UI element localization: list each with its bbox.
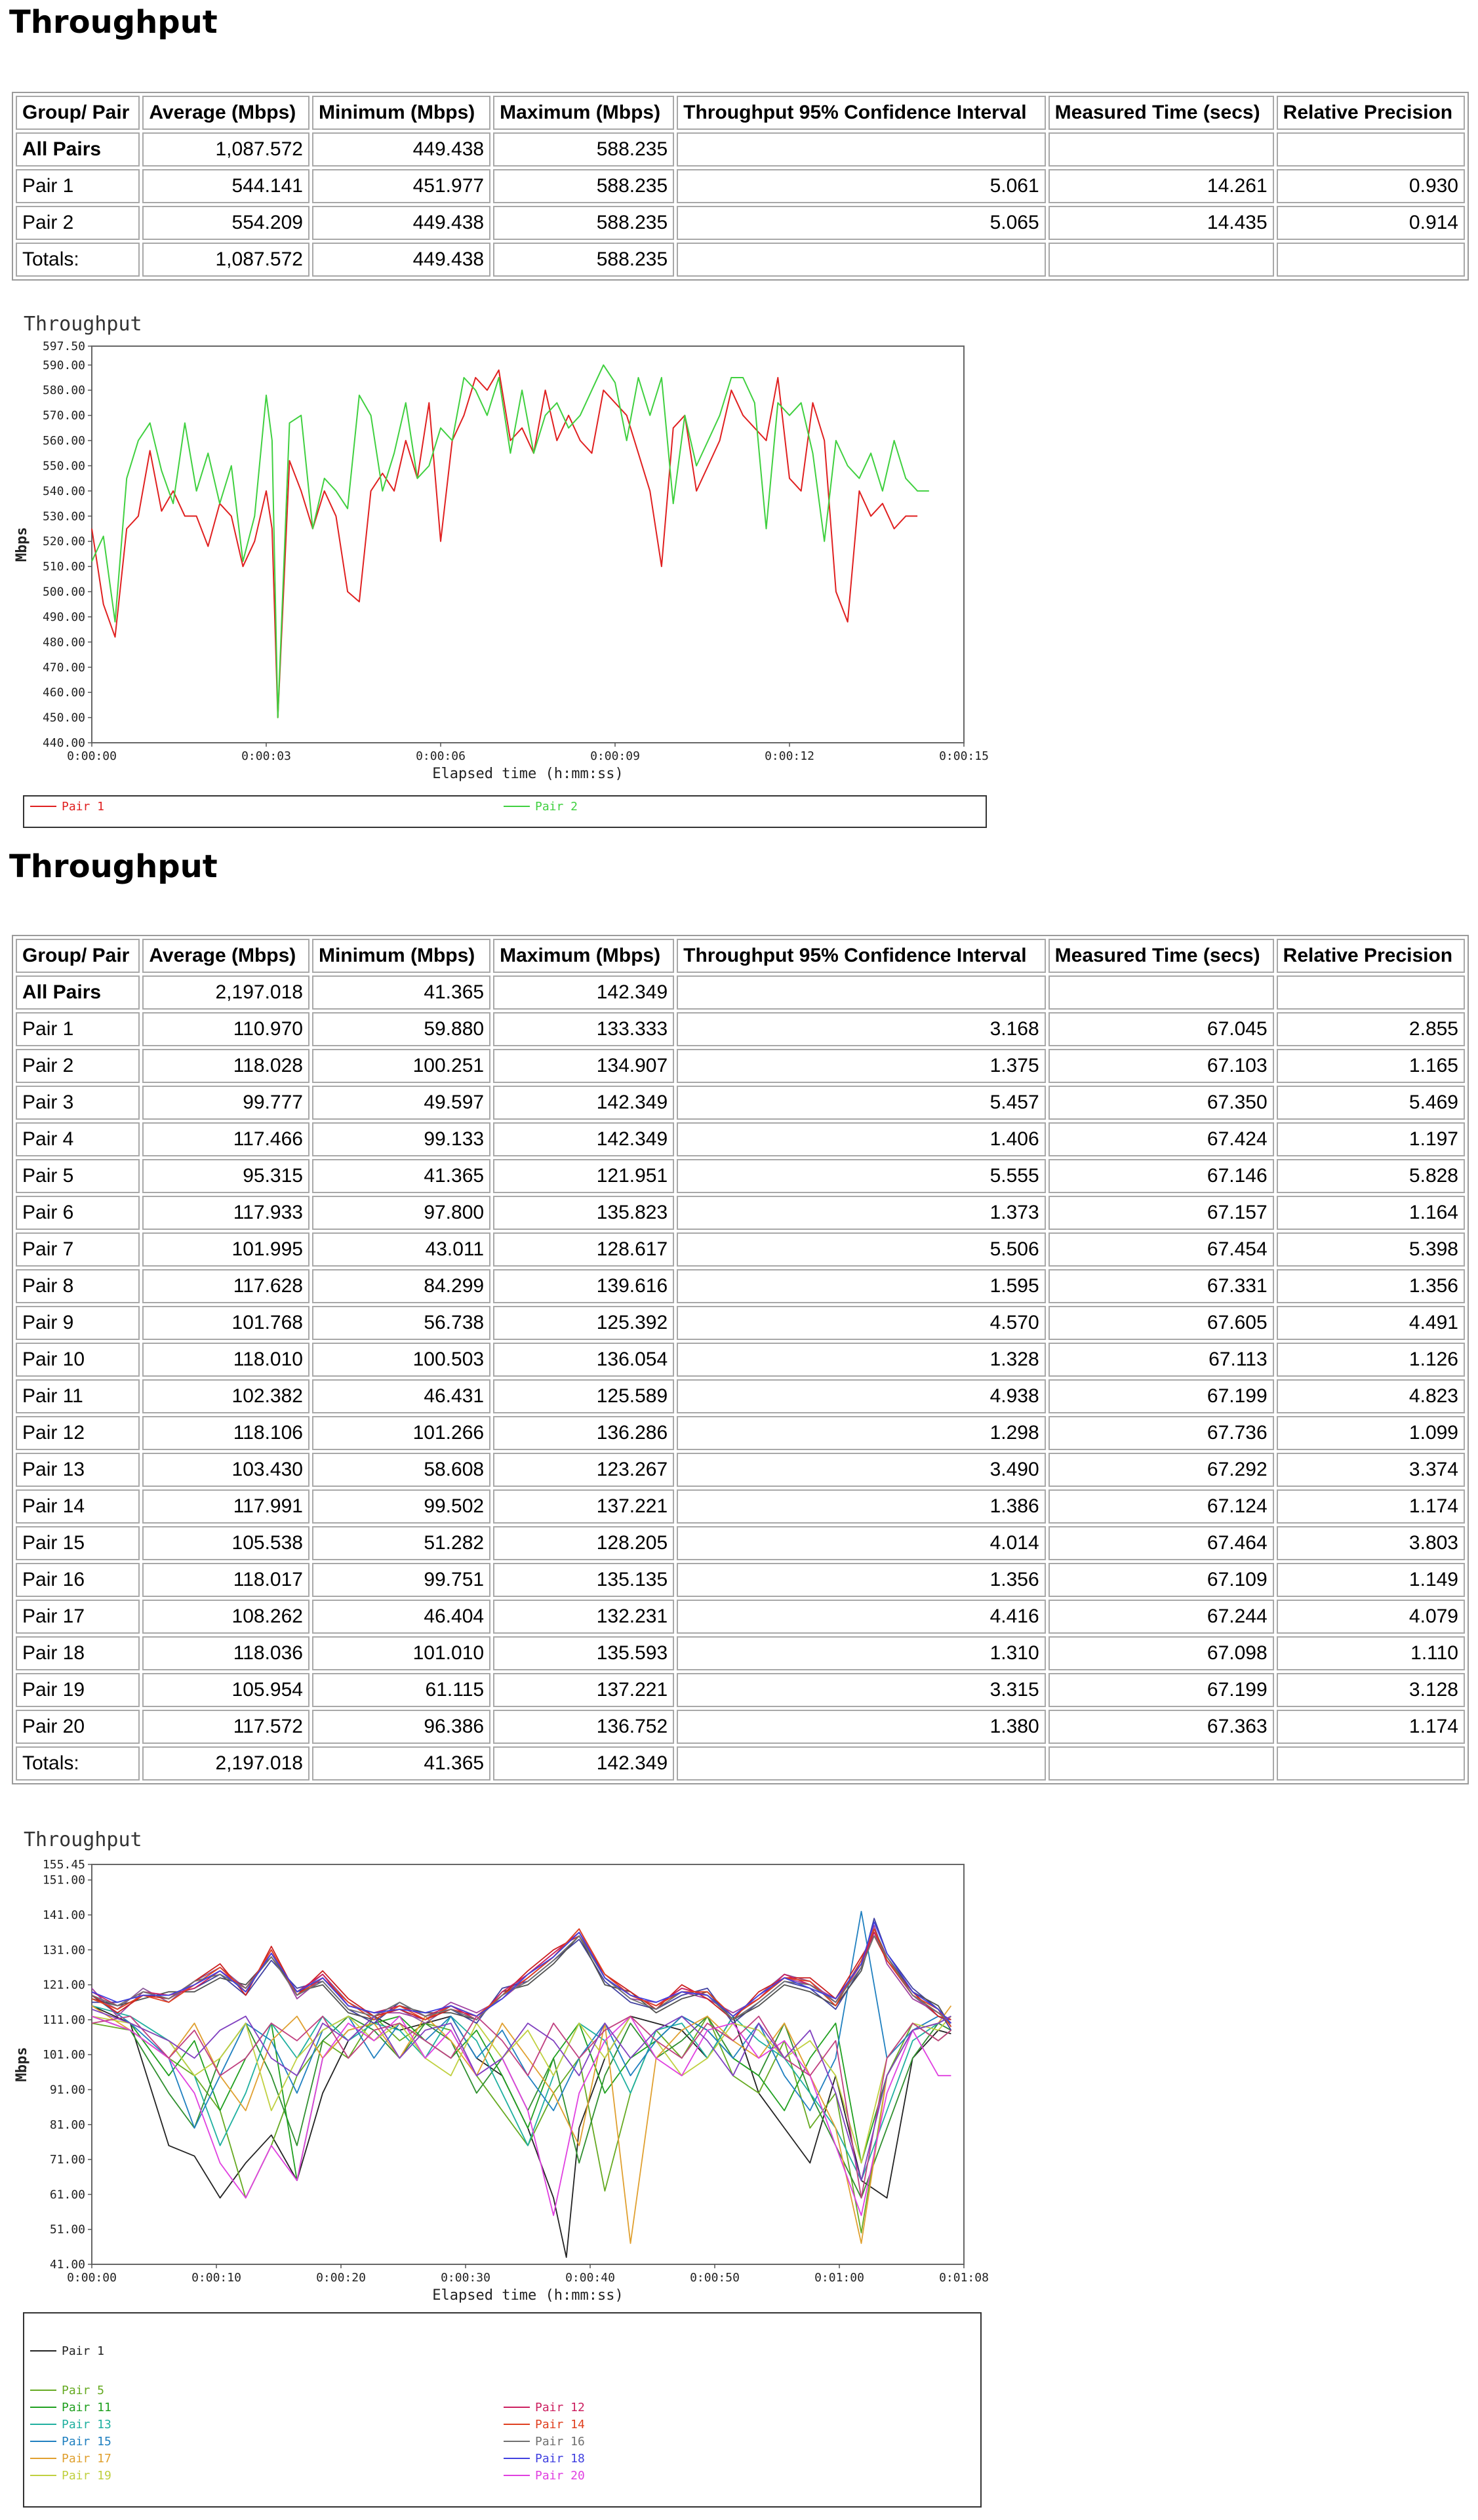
table-cell: 41.365: [312, 1746, 490, 1781]
table-cell: 105.538: [142, 1526, 310, 1560]
column-header: Average (Mbps): [142, 939, 310, 973]
legend-item: Pair 19: [62, 2469, 111, 2483]
table-cell: [1277, 975, 1465, 1010]
table-cell: 1.380: [677, 1710, 1045, 1744]
table-cell: 1.356: [677, 1563, 1045, 1597]
table-cell: 1.298: [677, 1416, 1045, 1450]
y-tick-label: 61.00: [49, 2188, 85, 2202]
y-tick-label: 460.00: [42, 686, 85, 700]
table-cell: 4.938: [677, 1379, 1045, 1413]
table-cell: 58.608: [312, 1453, 490, 1487]
row-label: Totals:: [16, 1746, 140, 1781]
table-row: [16, 1122, 1465, 1156]
table-row: [16, 1306, 1465, 1340]
row-label: Pair 9: [16, 1306, 140, 1340]
table-cell: 67.098: [1049, 1636, 1274, 1670]
table-cell: 1.328: [677, 1343, 1045, 1377]
y-tick-label: 550.00: [42, 459, 85, 473]
table-cell: 1.099: [1277, 1416, 1465, 1450]
table-cell: 67.157: [1049, 1196, 1274, 1230]
table-cell: 4.416: [677, 1600, 1045, 1634]
table-cell: 67.199: [1049, 1379, 1274, 1413]
column-header: Maximum (Mbps): [493, 939, 674, 973]
table-cell: 135.593: [493, 1636, 674, 1670]
section-title: Throughput: [9, 4, 218, 41]
legend-item: Pair 1: [62, 800, 105, 814]
table-row: [16, 1526, 1465, 1560]
table-cell: 5.555: [677, 1159, 1045, 1193]
table-row: [16, 1416, 1465, 1450]
table-cell: 67.109: [1049, 1563, 1274, 1597]
row-label: Pair 7: [16, 1232, 140, 1267]
table-row: [16, 1636, 1465, 1670]
table-cell: 61.115: [312, 1673, 490, 1707]
legend-item: Pair 18: [535, 2452, 585, 2466]
row-label: Pair 4: [16, 1122, 140, 1156]
x-tick-label: 0:00:12: [765, 749, 814, 763]
y-tick-label: 151.00: [42, 1873, 85, 1887]
table-cell: 96.386: [312, 1710, 490, 1744]
y-tick-label: 155.45: [42, 1858, 85, 1872]
row-label: Pair 13: [16, 1453, 140, 1487]
table-cell: [1277, 243, 1465, 277]
table-cell: 1.165: [1277, 1049, 1465, 1083]
y-tick-label: 440.00: [42, 736, 85, 750]
plot-area: [92, 346, 964, 743]
legend-item: Pair 1: [62, 2344, 105, 2358]
row-label: Pair 19: [16, 1673, 140, 1707]
table-cell: 3.315: [677, 1673, 1045, 1707]
x-tick-label: 0:01:00: [814, 2271, 864, 2285]
table-cell: 1.174: [1277, 1489, 1465, 1524]
table-cell: 1.110: [1277, 1636, 1465, 1670]
row-label: Pair 1: [16, 1012, 140, 1046]
table-cell: 133.333: [493, 1012, 674, 1046]
table-row: [16, 1196, 1465, 1230]
table-cell: 56.738: [312, 1306, 490, 1340]
table-row: [16, 975, 1465, 1010]
table-cell: [677, 243, 1045, 277]
y-tick-label: 540.00: [42, 484, 85, 498]
y-tick-label: 81.00: [49, 2117, 85, 2132]
row-label: Totals:: [16, 243, 140, 277]
table-row: [16, 1343, 1465, 1377]
table-cell: 136.752: [493, 1710, 674, 1744]
table-cell: 118.106: [142, 1416, 310, 1450]
table-cell: 4.491: [1277, 1306, 1465, 1340]
x-tick-label: 0:00:00: [67, 749, 117, 763]
table-cell: 46.431: [312, 1379, 490, 1413]
table-cell: 99.502: [312, 1489, 490, 1524]
row-label: Pair 8: [16, 1269, 140, 1303]
table-row: [16, 206, 1465, 240]
table-cell: 1.386: [677, 1489, 1045, 1524]
y-tick-label: 450.00: [42, 711, 85, 725]
column-header: Group/ Pair: [16, 939, 140, 973]
table-cell: [1049, 243, 1274, 277]
column-header: Relative Precision: [1277, 96, 1465, 130]
y-tick-label: 111.00: [42, 2013, 85, 2027]
table-cell: 4.079: [1277, 1600, 1465, 1634]
table-cell: 142.349: [493, 1086, 674, 1120]
x-tick-label: 0:00:15: [939, 749, 989, 763]
column-header: Minimum (Mbps): [312, 96, 490, 130]
throughput-table: [12, 92, 1469, 281]
legend-item: Pair 14: [535, 2418, 585, 2431]
table-cell: 1,087.572: [142, 132, 310, 167]
table-cell: 588.235: [493, 206, 674, 240]
row-label: Pair 1: [16, 169, 140, 203]
x-tick-label: 0:00:09: [590, 749, 640, 763]
table-cell: 100.503: [312, 1343, 490, 1377]
table-row: [16, 1563, 1465, 1597]
y-tick-label: 71.00: [49, 2153, 85, 2167]
table-cell: 142.349: [493, 975, 674, 1010]
row-label: Pair 6: [16, 1196, 140, 1230]
table-cell: 117.466: [142, 1122, 310, 1156]
table-cell: 67.424: [1049, 1122, 1274, 1156]
table-cell: 67.331: [1049, 1269, 1274, 1303]
table-cell: 1.375: [677, 1049, 1045, 1083]
column-header: Throughput 95% Confidence Interval: [677, 939, 1045, 973]
y-tick-label: 510.00: [42, 560, 85, 574]
y-tick-label: 101.00: [42, 2048, 85, 2062]
table-cell: 132.231: [493, 1600, 674, 1634]
table-cell: 108.262: [142, 1600, 310, 1634]
table-cell: 0.930: [1277, 169, 1465, 203]
table-cell: 5.061: [677, 169, 1045, 203]
row-label: All Pairs: [16, 975, 140, 1010]
table-row: [16, 243, 1465, 277]
column-header: Relative Precision: [1277, 939, 1465, 973]
column-header: Throughput 95% Confidence Interval: [677, 96, 1045, 130]
table-cell: 102.382: [142, 1379, 310, 1413]
throughput-chart: [12, 311, 989, 829]
table-cell: 5.469: [1277, 1086, 1465, 1120]
table-cell: 3.490: [677, 1453, 1045, 1487]
table-cell: 0.914: [1277, 206, 1465, 240]
table-row: [16, 1232, 1465, 1267]
table-cell: 449.438: [312, 132, 490, 167]
x-tick-label: 0:00:50: [690, 2271, 740, 2285]
legend-item: Pair 12: [535, 2401, 585, 2414]
table-cell: 136.286: [493, 1416, 674, 1450]
column-header: Measured Time (secs): [1049, 939, 1274, 973]
column-header: Minimum (Mbps): [312, 939, 490, 973]
y-tick-label: 121.00: [42, 1978, 85, 1992]
row-label: Pair 16: [16, 1563, 140, 1597]
table-cell: [1049, 132, 1274, 167]
table-cell: 128.617: [493, 1232, 674, 1267]
table-cell: 46.404: [312, 1600, 490, 1634]
y-tick-label: 141.00: [42, 1908, 85, 1923]
x-axis-label: Elapsed time (h:mm:ss): [432, 2287, 624, 2304]
table-cell: 118.010: [142, 1343, 310, 1377]
column-header: Group/ Pair: [16, 96, 140, 130]
table-cell: 125.392: [493, 1306, 674, 1340]
table-cell: [677, 132, 1045, 167]
x-tick-label: 0:00:10: [191, 2271, 241, 2285]
table-cell: 4.014: [677, 1526, 1045, 1560]
table-cell: 3.803: [1277, 1526, 1465, 1560]
x-tick-label: 0:00:40: [565, 2271, 615, 2285]
y-tick-label: 590.00: [42, 358, 85, 372]
table-cell: 51.282: [312, 1526, 490, 1560]
table-cell: 118.028: [142, 1049, 310, 1083]
table-cell: [1277, 1746, 1465, 1781]
table-cell: 67.605: [1049, 1306, 1274, 1340]
table-cell: 41.365: [312, 1159, 490, 1193]
table-cell: 1.373: [677, 1196, 1045, 1230]
row-label: Pair 18: [16, 1636, 140, 1670]
x-tick-label: 0:00:03: [241, 749, 291, 763]
table-cell: 136.054: [493, 1343, 674, 1377]
table-row: [16, 1159, 1465, 1193]
table-row: [16, 1086, 1465, 1120]
y-tick-label: 131.00: [42, 1943, 85, 1958]
table-cell: 117.572: [142, 1710, 310, 1744]
table-cell: 142.349: [493, 1746, 674, 1781]
x-tick-label: 0:01:08: [939, 2271, 989, 2285]
table-cell: 137.221: [493, 1673, 674, 1707]
legend-item: Pair 17: [62, 2452, 111, 2466]
table-cell: 554.209: [142, 206, 310, 240]
table-row: [16, 1746, 1465, 1781]
table-row: [16, 1379, 1465, 1413]
table-cell: 67.113: [1049, 1343, 1274, 1377]
table-cell: [1049, 1746, 1274, 1781]
table-cell: 84.299: [312, 1269, 490, 1303]
table-cell: [677, 1746, 1045, 1781]
table-cell: 97.800: [312, 1196, 490, 1230]
table-cell: 101.266: [312, 1416, 490, 1450]
y-tick-label: 520.00: [42, 534, 85, 549]
legend-item: Pair 13: [62, 2418, 111, 2431]
table-cell: 5.398: [1277, 1232, 1465, 1267]
table-cell: 100.251: [312, 1049, 490, 1083]
table-cell: 67.464: [1049, 1526, 1274, 1560]
table-cell: 5.065: [677, 206, 1045, 240]
chart-title: Throughput: [24, 313, 142, 336]
x-axis-label: Elapsed time (h:mm:ss): [432, 766, 624, 782]
table-cell: 1.310: [677, 1636, 1045, 1670]
table-cell: 5.506: [677, 1232, 1045, 1267]
x-tick-label: 0:00:20: [316, 2271, 366, 2285]
table-cell: 67.363: [1049, 1710, 1274, 1744]
table-cell: 67.292: [1049, 1453, 1274, 1487]
x-tick-label: 0:00:06: [416, 749, 466, 763]
table-row: [16, 1453, 1465, 1487]
table-cell: 99.751: [312, 1563, 490, 1597]
table-cell: 2,197.018: [142, 1746, 310, 1781]
table-row: [16, 169, 1465, 203]
legend-item: Pair 5: [62, 2384, 105, 2397]
y-tick-label: 560.00: [42, 434, 85, 448]
legend-box: [24, 2313, 981, 2507]
table-cell: 3.128: [1277, 1673, 1465, 1707]
table-cell: 67.103: [1049, 1049, 1274, 1083]
chart-title: Throughput: [24, 1828, 142, 1851]
table-cell: 117.933: [142, 1196, 310, 1230]
row-label: Pair 2: [16, 206, 140, 240]
table-cell: 139.616: [493, 1269, 674, 1303]
table-cell: 1.197: [1277, 1122, 1465, 1156]
table-cell: 117.628: [142, 1269, 310, 1303]
table-cell: 125.589: [493, 1379, 674, 1413]
table-cell: 588.235: [493, 132, 674, 167]
table-cell: 110.970: [142, 1012, 310, 1046]
table-cell: 117.991: [142, 1489, 310, 1524]
table-cell: 41.365: [312, 975, 490, 1010]
table-cell: 118.036: [142, 1636, 310, 1670]
legend-item: Pair 16: [535, 2435, 585, 2449]
table-cell: 5.828: [1277, 1159, 1465, 1193]
y-tick-label: 41.00: [49, 2258, 85, 2272]
column-header: Measured Time (secs): [1049, 96, 1274, 130]
table-cell: 137.221: [493, 1489, 674, 1524]
legend-item: Pair 15: [62, 2435, 111, 2449]
y-tick-label: 500.00: [42, 585, 85, 599]
column-header: Average (Mbps): [142, 96, 310, 130]
table-row: [16, 1049, 1465, 1083]
row-label: Pair 14: [16, 1489, 140, 1524]
table-cell: 67.454: [1049, 1232, 1274, 1267]
table-cell: 449.438: [312, 206, 490, 240]
table-cell: 99.133: [312, 1122, 490, 1156]
table-cell: 544.141: [142, 169, 310, 203]
table-cell: 3.168: [677, 1012, 1045, 1046]
row-label: Pair 3: [16, 1086, 140, 1120]
table-cell: 1.164: [1277, 1196, 1465, 1230]
y-axis-label: Mbps: [14, 527, 30, 562]
row-label: Pair 10: [16, 1343, 140, 1377]
table-cell: 105.954: [142, 1673, 310, 1707]
throughput-table: [12, 935, 1469, 1784]
table-cell: 1.356: [1277, 1269, 1465, 1303]
legend-item: Pair 20: [535, 2469, 585, 2483]
y-tick-label: 597.50: [42, 340, 85, 353]
y-tick-label: 470.00: [42, 660, 85, 675]
table-cell: 123.267: [493, 1453, 674, 1487]
table-cell: 451.977: [312, 169, 490, 203]
table-cell: 101.768: [142, 1306, 310, 1340]
y-tick-label: 91.00: [49, 2083, 85, 2097]
table-cell: [1277, 132, 1465, 167]
table-cell: 135.135: [493, 1563, 674, 1597]
table-row: [16, 1269, 1465, 1303]
table-cell: 4.823: [1277, 1379, 1465, 1413]
legend-item: Pair 2: [535, 800, 578, 814]
table-cell: 101.995: [142, 1232, 310, 1267]
y-tick-label: 480.00: [42, 635, 85, 650]
row-label: Pair 12: [16, 1416, 140, 1450]
table-cell: 14.261: [1049, 169, 1274, 203]
table-row: [16, 1600, 1465, 1634]
row-label: Pair 20: [16, 1710, 140, 1744]
table-cell: 67.244: [1049, 1600, 1274, 1634]
table-cell: 2.855: [1277, 1012, 1465, 1046]
row-label: Pair 5: [16, 1159, 140, 1193]
table-cell: 103.430: [142, 1453, 310, 1487]
table-cell: 1.595: [677, 1269, 1045, 1303]
table-cell: 59.880: [312, 1012, 490, 1046]
table-cell: 1.406: [677, 1122, 1045, 1156]
table-cell: 1.126: [1277, 1343, 1465, 1377]
table-cell: 118.017: [142, 1563, 310, 1597]
table-cell: 67.124: [1049, 1489, 1274, 1524]
row-label: All Pairs: [16, 132, 140, 167]
table-cell: 5.457: [677, 1086, 1045, 1120]
table-cell: 3.374: [1277, 1453, 1465, 1487]
table-cell: 43.011: [312, 1232, 490, 1267]
table-cell: 128.205: [493, 1526, 674, 1560]
table-cell: 588.235: [493, 169, 674, 203]
y-tick-label: 570.00: [42, 408, 85, 423]
table-cell: 67.350: [1049, 1086, 1274, 1120]
table-cell: 95.315: [142, 1159, 310, 1193]
table-cell: 14.435: [1049, 206, 1274, 240]
table-cell: 101.010: [312, 1636, 490, 1670]
table-cell: [1049, 975, 1274, 1010]
row-label: Pair 17: [16, 1600, 140, 1634]
table-cell: 49.597: [312, 1086, 490, 1120]
row-label: Pair 2: [16, 1049, 140, 1083]
table-cell: 1,087.572: [142, 243, 310, 277]
table-row: [16, 1710, 1465, 1744]
table-cell: 2,197.018: [142, 975, 310, 1010]
legend-box: [24, 796, 986, 827]
table-row: [16, 1489, 1465, 1524]
table-cell: 135.823: [493, 1196, 674, 1230]
y-tick-label: 530.00: [42, 509, 85, 524]
table-cell: 4.570: [677, 1306, 1045, 1340]
table-cell: 449.438: [312, 243, 490, 277]
table-row: [16, 132, 1465, 167]
x-tick-label: 0:00:00: [67, 2271, 117, 2285]
table-cell: 134.907: [493, 1049, 674, 1083]
row-label: Pair 11: [16, 1379, 140, 1413]
table-cell: 1.149: [1277, 1563, 1465, 1597]
legend-item: Pair 11: [62, 2401, 111, 2414]
table-row: [16, 1012, 1465, 1046]
row-label: Pair 15: [16, 1526, 140, 1560]
x-tick-label: 0:00:30: [441, 2271, 490, 2285]
table-cell: 67.199: [1049, 1673, 1274, 1707]
y-tick-label: 580.00: [42, 384, 85, 398]
table-cell: 588.235: [493, 243, 674, 277]
y-tick-label: 51.00: [49, 2222, 85, 2237]
column-header: Maximum (Mbps): [493, 96, 674, 130]
throughput-chart: [12, 1825, 989, 2520]
section-title: Throughput: [9, 848, 218, 885]
table-cell: 142.349: [493, 1122, 674, 1156]
table-cell: 121.951: [493, 1159, 674, 1193]
y-tick-label: 490.00: [42, 610, 85, 624]
table-cell: 67.146: [1049, 1159, 1274, 1193]
table-cell: 67.736: [1049, 1416, 1274, 1450]
table-cell: 1.174: [1277, 1710, 1465, 1744]
table-cell: [677, 975, 1045, 1010]
table-cell: 99.777: [142, 1086, 310, 1120]
table-cell: 67.045: [1049, 1012, 1274, 1046]
y-axis-label: Mbps: [14, 2047, 30, 2082]
table-row: [16, 1673, 1465, 1707]
